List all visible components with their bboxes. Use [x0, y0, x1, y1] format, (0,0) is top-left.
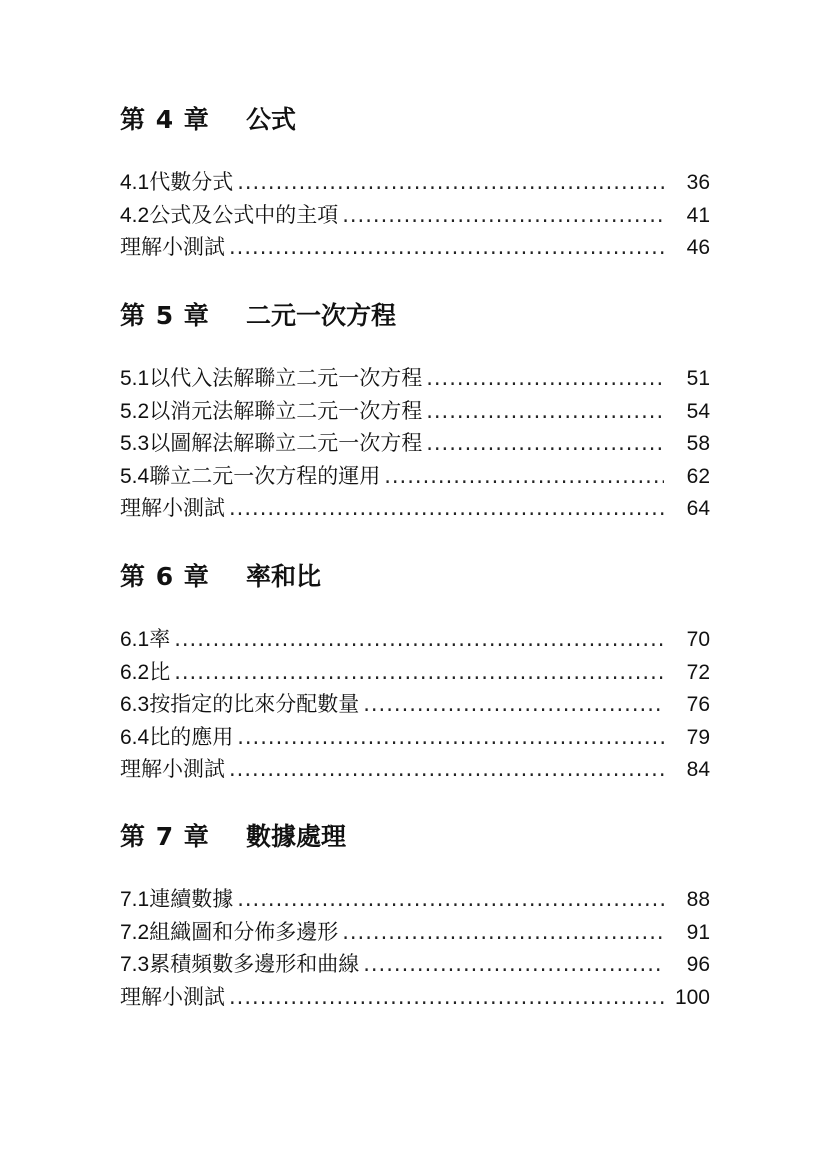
page-number: 91 [686, 920, 710, 944]
leader-dots [426, 427, 664, 460]
chapter-4 [120, 100, 710, 264]
page-number: 100 [674, 985, 710, 1009]
page-number: 96 [686, 953, 710, 977]
leader-dots [363, 688, 664, 721]
page-number: 46 [686, 236, 710, 260]
toc-entry[interactable] [120, 427, 710, 460]
chapter-number: 第 6 章 [120, 562, 210, 591]
section-number: 5.3 [120, 432, 150, 456]
page-number: 84 [686, 758, 710, 782]
toc-entry[interactable] [120, 688, 710, 721]
leader-dots [229, 231, 664, 264]
section-title: 比 [149, 659, 171, 684]
toc-entry[interactable] [120, 753, 710, 786]
chapter-title: 公式 [246, 105, 297, 134]
section-number: 6.1 [120, 628, 150, 651]
toc-entry[interactable] [120, 231, 710, 264]
section-title: 按指定的比來分配數量 [149, 692, 360, 717]
chapter-6 [120, 557, 710, 786]
leader-dots [174, 656, 664, 689]
chapter-heading [120, 817, 710, 857]
chapter-number: 第 5 章 [120, 301, 210, 330]
toc-entry[interactable] [120, 916, 710, 949]
toc-entry[interactable] [120, 166, 710, 199]
page-number: 51 [686, 367, 710, 390]
section-number: 6.2 [120, 660, 150, 684]
leader-dots [384, 460, 664, 493]
toc-entry[interactable] [120, 981, 710, 1014]
chapter-title: 數據處理 [246, 822, 347, 851]
toc-entry[interactable] [120, 199, 710, 232]
page-number: 79 [686, 725, 710, 749]
section-title: 率 [149, 627, 171, 651]
section-number: 5.2 [120, 399, 150, 423]
chapter-entries [120, 166, 710, 264]
toc-entry[interactable] [120, 883, 710, 916]
page-number: 76 [686, 693, 710, 717]
page-number: 36 [686, 171, 710, 194]
toc-entry[interactable] [120, 362, 710, 395]
leader-dots [426, 362, 664, 395]
toc-entry[interactable] [120, 721, 710, 754]
leader-dots [363, 948, 664, 981]
page-number: 54 [686, 399, 710, 423]
leader-dots [342, 199, 664, 232]
leader-dots [237, 721, 664, 754]
section-title: 理解小測試 [120, 757, 225, 782]
leader-dots [229, 492, 664, 525]
chapter-7 [120, 817, 710, 1013]
section-title: 以代入法解聯立二元一次方程 [149, 366, 423, 390]
chapter-entries [120, 362, 710, 525]
chapter-number: 第 4 章 [120, 105, 210, 134]
page-number: 58 [686, 432, 710, 456]
leader-dots [229, 753, 664, 786]
leader-dots [229, 981, 664, 1014]
section-number: 7.1 [120, 888, 150, 911]
chapter-heading [120, 296, 710, 336]
section-title: 連續數據 [149, 887, 234, 911]
leader-dots [342, 916, 664, 949]
toc-entry[interactable] [120, 656, 710, 689]
leader-dots [237, 166, 664, 199]
section-title: 以圖解法解聯立二元一次方程 [149, 431, 423, 456]
toc-entry[interactable] [120, 395, 710, 428]
leader-dots [426, 395, 664, 428]
leader-dots [237, 883, 664, 916]
section-title: 公式及公式中的主項 [149, 202, 339, 227]
toc-entry[interactable] [120, 492, 710, 525]
page-number: 70 [686, 628, 710, 651]
section-title: 以消元法解聯立二元一次方程 [149, 398, 423, 423]
chapter-heading [120, 100, 710, 140]
chapter-entries [120, 883, 710, 1013]
section-title: 理解小測試 [120, 235, 225, 260]
chapter-title: 二元一次方程 [246, 301, 397, 330]
section-title: 比的應用 [149, 724, 234, 749]
section-title: 累積頻數多邊形和曲線 [149, 952, 360, 977]
chapter-heading [120, 557, 710, 597]
section-number: 6.3 [120, 693, 150, 717]
chapter-title: 率和比 [246, 562, 322, 591]
page-number: 41 [686, 203, 710, 227]
section-number: 7.3 [120, 953, 150, 977]
page-number: 88 [686, 888, 710, 911]
section-number: 5.1 [120, 367, 150, 390]
toc-entry[interactable] [120, 623, 710, 656]
chapter-number: 第 7 章 [120, 822, 210, 851]
chapter-5 [120, 296, 710, 525]
section-title: 代數分式 [149, 170, 234, 194]
page-number: 72 [686, 660, 710, 684]
section-number: 5.4 [120, 464, 150, 488]
toc-entry[interactable] [120, 460, 710, 493]
chapter-entries [120, 623, 710, 786]
page-number: 62 [686, 464, 710, 488]
section-title: 理解小測試 [120, 984, 225, 1009]
leader-dots [174, 623, 664, 656]
section-number: 6.4 [120, 725, 150, 749]
section-number: 4.1 [120, 171, 150, 194]
page-number: 64 [686, 497, 710, 521]
section-number: 4.2 [120, 203, 150, 227]
toc-entry[interactable] [120, 948, 710, 981]
section-title: 理解小測試 [120, 496, 225, 521]
section-title: 組織圖和分佈多邊形 [149, 919, 339, 944]
section-number: 7.2 [120, 920, 150, 944]
section-title: 聯立二元一次方程的運用 [149, 463, 381, 488]
